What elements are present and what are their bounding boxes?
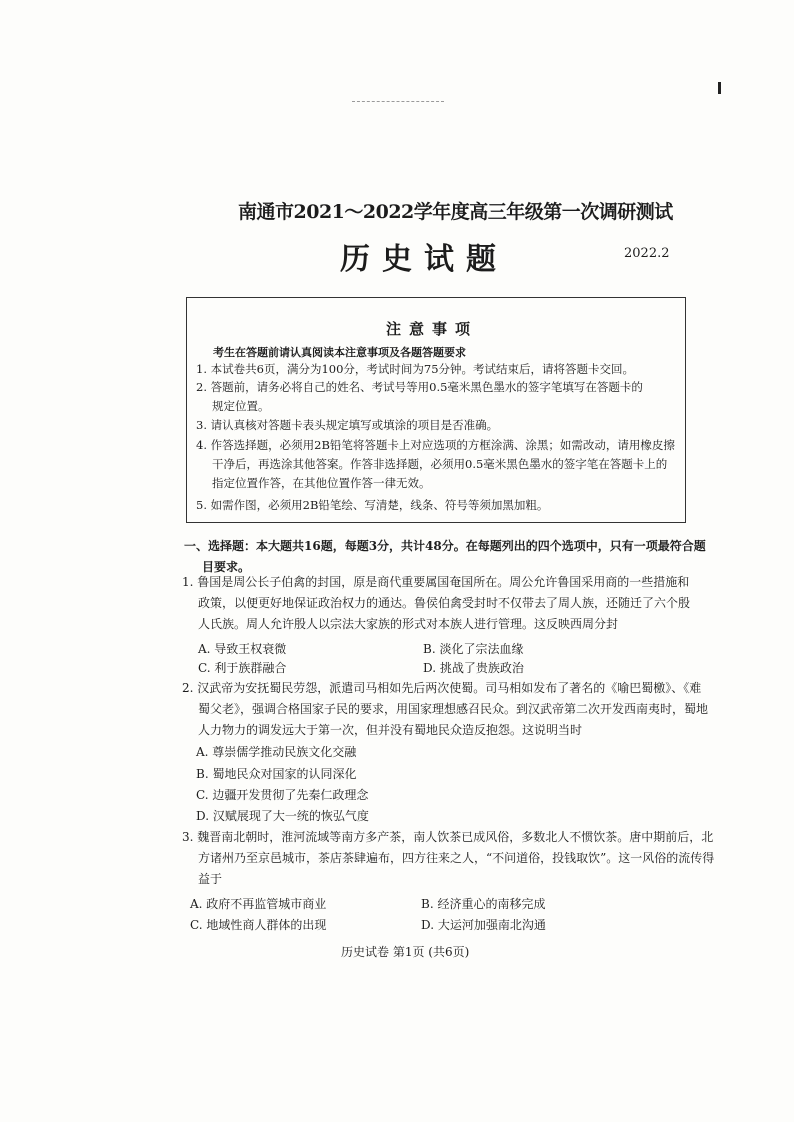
notice-intro: 考生在答题前请认真阅读本注意事项及各题答题要求	[213, 346, 466, 359]
notice-item-3	[196, 416, 678, 435]
section-heading-line: 目要求。	[202, 560, 251, 574]
question-1-stem	[182, 572, 696, 635]
question-3-option-b: B. 经济重心的南移完成	[421, 897, 546, 911]
question-stem-line: 政策，以便更好地保证政治权力的通达。鲁侯伯禽受封时不仅带去了周人族，还随迁了六个殷	[198, 596, 691, 610]
question-3-option-a: A. 政府不再监管城市商业	[190, 897, 327, 911]
notice-item-line: 3. 请认真核对答题卡表头规定填写或填涂的项目是否准确。	[196, 418, 499, 432]
question-stem-line: 方诸州乃至京邑城市，茶店茶肆遍布，四方往来之人，“不问道俗，投钱取饮”。这一风俗的流传得	[198, 851, 715, 865]
exam-title: 南通市2021～2022学年度高三年级第一次调研测试	[238, 201, 673, 223]
question-2-option-a: A. 尊崇儒学推动民族文化交融	[196, 745, 357, 759]
notice-item-line: 1. 本试卷共6页，满分为100分，考试时间为75分钟。考试结束后，请将答题卡交回。	[196, 362, 635, 376]
question-1-option-d: D. 挑战了贵族政治	[423, 661, 524, 675]
subject-title: 历史试题	[340, 242, 508, 277]
question-2-option-c: C. 边疆开发贯彻了先秦仁政理念	[196, 788, 369, 802]
exam-date: 2022.2	[624, 246, 670, 261]
scan-artifact-rule	[352, 101, 444, 102]
question-stem-line: 人力物力的调发远大于第一次，但并没有蜀地民众造反抱怨。这说明当时	[198, 723, 583, 737]
notice-item-line: 5. 如需作图，必须用2B铅笔绘、写清楚，线条、符号等须加黑加粗。	[196, 498, 549, 512]
question-stem-line: 蜀父老》，强调合格国家子民的要求，用国家理想感召民众。到汉武帝第二次开发西南夷时，蜀地	[198, 702, 709, 716]
question-3-option-d: D. 大运河加强南北沟通	[421, 918, 546, 932]
question-stem-line: 3. 魏晋南北朝时，淮河流域等南方多产茶，南人饮茶已成风俗，多数北人不惯饮茶。唐中期前后，北	[182, 830, 714, 844]
notice-item-4	[196, 436, 678, 493]
notice-item-5	[196, 496, 678, 515]
notice-item-line: 2. 答题前，请务必将自己的姓名、考试号等用0.5毫米黑色墨水的签字笔填写在答题卡的	[196, 380, 643, 394]
question-stem-line: 人氏族。周人允许殷人以宗法大家族的形式对本族人进行管理。这反映西周分封	[198, 617, 619, 631]
question-1-option-c: C. 利于族群融合	[198, 661, 287, 675]
question-2-stem	[182, 678, 709, 741]
notice-item-line: 指定位置作答，在其他位置作答一律无效。	[212, 476, 431, 490]
question-2-option-d: D. 汉赋展现了大一统的恢弘气度	[196, 809, 369, 823]
question-2-option-b: B. 蜀地民众对国家的认同深化	[196, 767, 357, 781]
notice-item-1	[196, 360, 678, 379]
question-3-option-c: C. 地域性商人群体的出现	[190, 918, 327, 932]
section-heading-line: 一、选择题：本大题共16题，每题3分，共计48分。在每题列出的四个选项中，只有一项最符合题	[184, 539, 706, 553]
notice-item-line: 干净后，再选涂其他答案。作答非选择题，必须用0.5毫米黑色墨水的签字笔在答题卡上的	[212, 457, 668, 471]
notice-title: 注意事项	[386, 320, 479, 338]
question-stem-line: 益于	[198, 872, 223, 886]
question-1-option-b: B. 淡化了宗法血缘	[423, 642, 524, 656]
question-3-stem	[182, 827, 715, 890]
question-stem-line: 1. 鲁国是周公长子伯禽的封国，原是商代重要属国奄国所在。周公允许鲁国采用商的一些措施和	[182, 575, 690, 589]
notice-item-line: 4. 作答选择题，必须用2B铅笔将答题卡上对应选项的方框涂满、涂黑；如需改动，请用橡皮擦	[196, 438, 675, 452]
question-1-option-a: A. 导致王权衰微	[198, 642, 287, 656]
page-footer: 历史试卷 第1页 (共6页)	[341, 945, 470, 959]
scan-edge-mark	[718, 82, 721, 94]
notice-item-2	[196, 378, 678, 416]
question-stem-line: 2. 汉武帝为安抚蜀民劳怨，派遣司马相如先后两次使蜀。司马相如发布了著名的《喻巴蜀檄》、《难	[182, 681, 702, 695]
notice-item-line: 规定位置。	[212, 399, 270, 413]
